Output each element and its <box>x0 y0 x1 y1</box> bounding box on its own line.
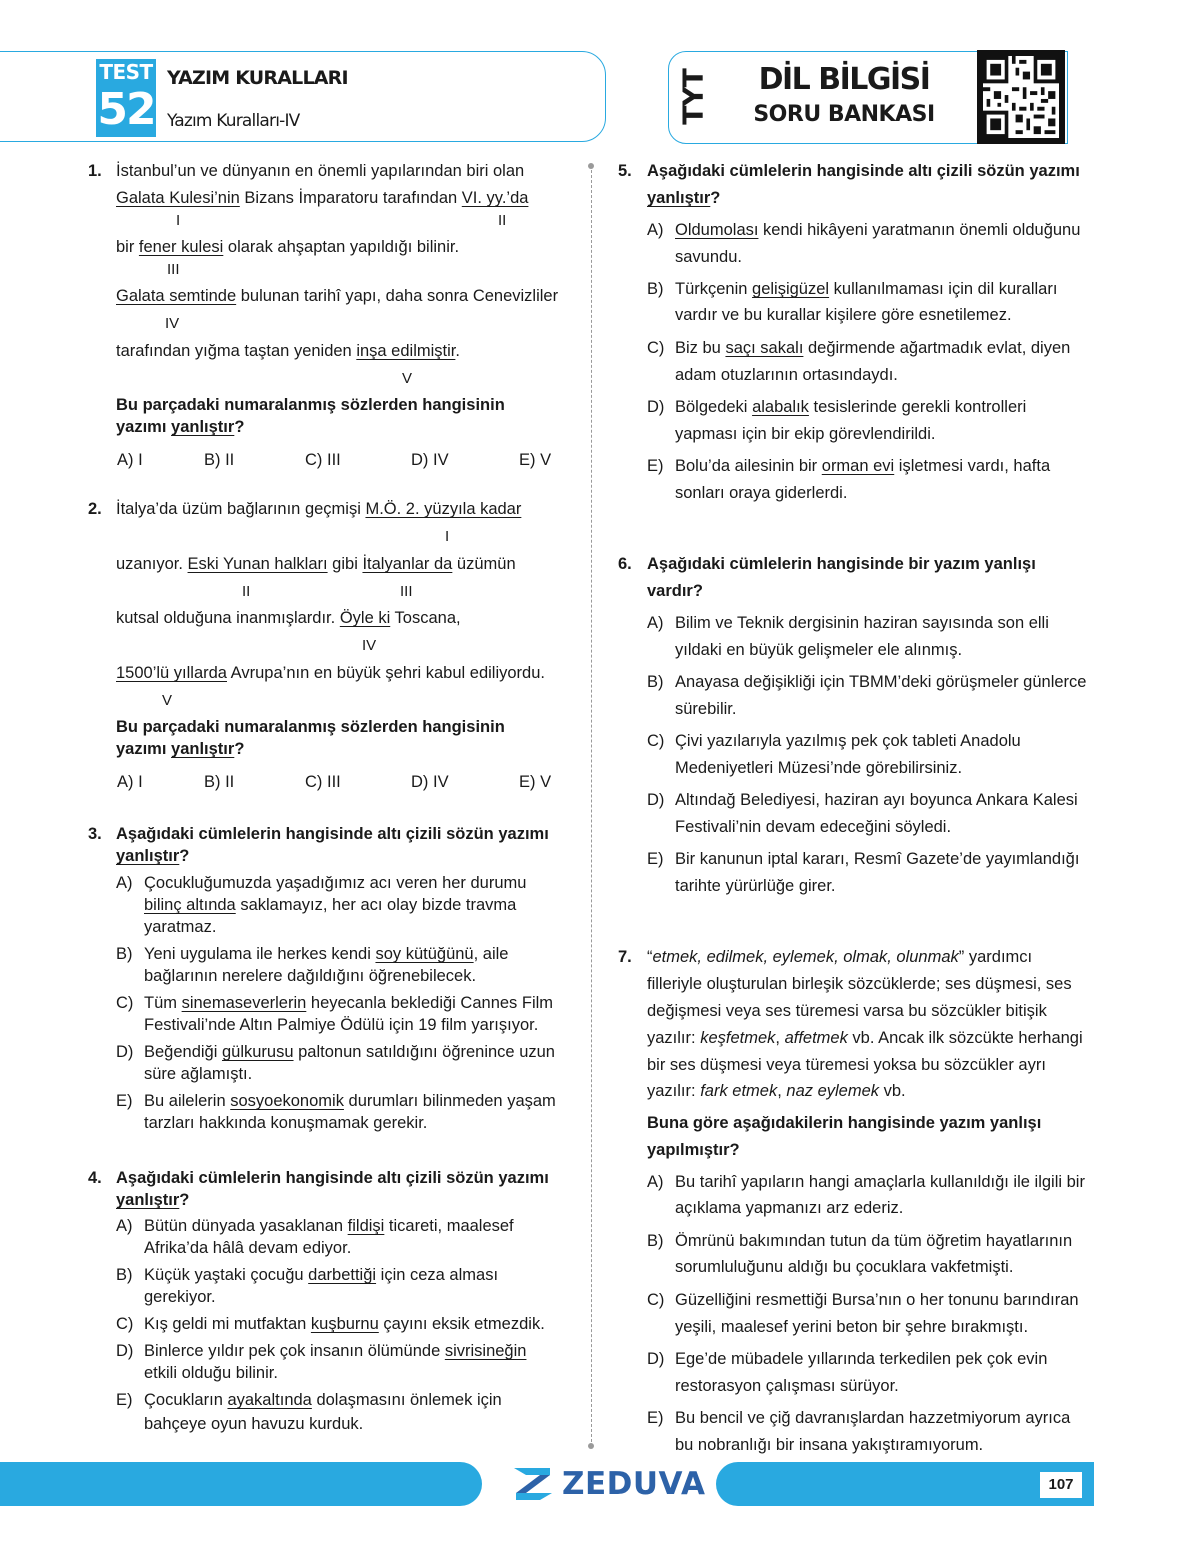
option-e-letter[interactable]: E) <box>647 850 664 868</box>
underlined-word: fildişi <box>347 1217 385 1235</box>
brand-logo <box>510 1462 705 1506</box>
qr-code[interactable] <box>977 50 1065 144</box>
option-c-text[interactable]: Güzelliğini resmettiği Bursa’nın o her tonunu barındıran <box>675 1291 1079 1309</box>
option-d-text[interactable]: Ege’de mübadele yıllarında terkedilen pek çok evin <box>675 1350 1048 1368</box>
option-b-text[interactable]: Küçük yaştaki çocuğu darbettiği için ceza alması <box>144 1266 499 1284</box>
test-number: 52 <box>97 84 155 135</box>
option-a-text[interactable]: açıklama yapmanızı arz ederiz. <box>675 1199 904 1217</box>
option-a-text[interactable]: yıldaki en büyük gelişmeler ele alınmış. <box>675 641 963 659</box>
option-d-text[interactable]: süre ağlamıştı. <box>144 1065 253 1083</box>
question-number: 2. <box>88 500 102 518</box>
option-d-letter[interactable]: D) <box>647 398 665 416</box>
passage-line: 1500’lü yıllarda Avrupa’nın en büyük şehri kabul ediliyordu. <box>116 664 545 682</box>
option-c-text[interactable]: Biz bu saçı sakalı değirmende ağartmadık evlat, diyen <box>675 339 1071 357</box>
option-e-text[interactable]: tarzları hakkında konuşmamak gerekir. <box>144 1114 428 1132</box>
option-c-text[interactable]: Kış geldi mi mutfaktan kuşburnu çayını eksik etmezdik. <box>144 1315 545 1333</box>
brand-name: ZEDUVA <box>562 1466 706 1502</box>
option-c-text[interactable]: Tüm sinemaseverlerin heyecanla beklediği Cannes Film <box>144 994 554 1012</box>
option-c-text[interactable]: adam otuzlarının ortasındaydı. <box>675 366 898 384</box>
option-b-letter[interactable]: B) <box>647 1232 664 1250</box>
roman-numeral: III <box>400 583 413 600</box>
underlined-word: saçı sakalı <box>725 339 804 357</box>
underlined-word: 1500’lü yıllarda <box>116 664 227 682</box>
underlined-word: inşa edilmiştir <box>356 342 456 360</box>
option-b[interactable]: B) II <box>204 773 235 791</box>
option-e-letter[interactable]: E) <box>647 457 664 475</box>
question-stem: yazımı yanlıştır? <box>116 740 245 758</box>
option-b-text[interactable]: Türkçenin gelişigüzel kullanılmaması için dil kuralları <box>675 280 1058 298</box>
roman-numeral: I <box>176 212 181 229</box>
roman-numeral: V <box>402 370 413 387</box>
underlined-word: alabalık <box>752 398 809 416</box>
question-stem: Aşağıdaki cümlelerin hangisinde altı çizili sözün yazımı <box>647 162 1080 180</box>
qr-code-icon <box>983 56 1059 138</box>
option-e-letter[interactable]: E) <box>116 1391 133 1409</box>
option-b-text[interactable]: vardır ve bu kurallar kişilere göre esnetilemez. <box>675 306 1012 324</box>
column-divider <box>591 165 592 1447</box>
option-b-text[interactable]: gerekiyor. <box>144 1288 216 1306</box>
option-a-letter[interactable]: A) <box>647 614 664 632</box>
option-e[interactable]: E) V <box>519 451 552 469</box>
book-title: DİL BİLGİSİ <box>758 62 930 97</box>
divider-dot-bottom <box>588 1443 594 1449</box>
option-e-text[interactable]: Çocukların ayakaltında dolaşmasını önlemek için <box>144 1391 502 1409</box>
question-stem: Aşağıdaki cümlelerin hangisinde bir yazım yanlışı <box>647 555 1036 573</box>
underlined-word: gülkurusu <box>221 1043 294 1061</box>
option-b-text[interactable]: bağlarının nerelere dağıldığını öğrenebilecek. <box>144 967 477 985</box>
question-stem: yanlıştır? <box>116 847 190 865</box>
passage-line: tarafından yığma taştan yeniden inşa edilmiştir. <box>116 342 460 360</box>
option-d-text[interactable]: Binlerce yıldır pek çok insanın ölümünde sivrisineğin <box>144 1342 527 1360</box>
option-a-text[interactable]: yaratmaz. <box>144 918 217 936</box>
option-d-letter[interactable]: D) <box>116 1342 134 1360</box>
exam-label: TYT <box>676 69 710 125</box>
underlined-word: Galata Kulesi’nin <box>116 189 240 207</box>
question-number: 5. <box>618 162 632 180</box>
option-c-letter[interactable]: C) <box>647 339 665 357</box>
option-e-text[interactable]: tarihte yürürlüğe girer. <box>675 877 836 895</box>
option-b-letter[interactable]: B) <box>647 280 664 298</box>
question-number: 7. <box>618 948 632 966</box>
passage-line: kutsal olduğuna inanmışlardır. Öyle ki Toscana, <box>116 609 461 627</box>
option-c[interactable]: C) III <box>305 773 341 791</box>
underlined-word: VI. yy.’da <box>461 189 529 207</box>
passage-line: yazılır: keşfetmek, affetmek vb. Ancak ilk sözcükte herhangi <box>647 1029 1083 1047</box>
option-e-text[interactable]: bu nobranlığı bir insana yakıştıramıyorum. <box>675 1436 984 1454</box>
underlined-word: bilinç altında <box>144 896 236 914</box>
footer-bar-right <box>716 1462 1094 1506</box>
option-b-text[interactable]: Ömrünü bakımından tutun da tüm öğretim hayatlarının <box>675 1232 1073 1250</box>
option-d-letter[interactable]: D) <box>116 1043 134 1061</box>
footer-bar-left <box>0 1462 482 1506</box>
option-d-text[interactable]: Altındağ Belediyesi, haziran ayı boyunca Ankara Kalesi <box>675 791 1078 809</box>
option-b-text[interactable]: sorumluluğunu aldığı bu çocuklara vakfetmişti. <box>675 1258 1014 1276</box>
underlined-word: orman evi <box>821 457 895 475</box>
option-a-letter[interactable]: A) <box>116 874 133 892</box>
option-c-letter[interactable]: C) <box>647 732 665 750</box>
passage-line: İstanbul’un ve dünyanın en önemli yapılarından biri olan <box>116 162 525 180</box>
question-number: 1. <box>88 162 102 180</box>
question-stem: Bu parçadaki numaralanmış sözlerden hangisinin <box>116 396 505 414</box>
option-e-text[interactable]: sonları oraya giderlerdi. <box>675 484 848 502</box>
underlined-word: sinemaseverlerin <box>181 994 307 1012</box>
option-a-text[interactable]: Oldumolası kendi hikâyeni yaratmanın önemli olduğunu <box>675 221 1081 239</box>
option-d[interactable]: D) IV <box>411 451 449 469</box>
option-e-text[interactable]: bahçeye oyun havuzu kurduk. <box>144 1415 364 1433</box>
option-c-letter[interactable]: C) <box>116 994 134 1012</box>
option-a-letter[interactable]: A) <box>116 1217 133 1235</box>
underlined-word: fener kulesi <box>138 238 224 256</box>
roman-numeral: IV <box>165 315 180 332</box>
option-c-text[interactable]: Çivi yazılarıyla yazılmış pek çok tableti Anadolu <box>675 732 1021 750</box>
passage-line: “etmek, edilmek, eylemek, olmak, olunmak” yardımcı <box>647 948 1033 966</box>
question-stem: yazımı yanlıştır? <box>116 418 245 436</box>
option-e-letter[interactable]: E) <box>116 1092 133 1110</box>
option-b-letter[interactable]: B) <box>647 673 664 691</box>
section-title: YAZIM KURALLARI <box>167 67 348 89</box>
roman-numeral: III <box>167 261 180 278</box>
underlined-word: İtalyanlar da <box>362 555 453 573</box>
divider-dot-top <box>588 163 594 169</box>
roman-numeral: II <box>498 212 507 229</box>
page-number: 107 <box>1040 1472 1082 1498</box>
passage-line: yazılır: fark etmek, naz eylemek vb. <box>647 1082 906 1100</box>
question-stem: yapılmıştır? <box>647 1141 740 1159</box>
underlined-word: Oldumolası <box>675 221 759 239</box>
underlined-word: sivrisineğin <box>444 1342 527 1360</box>
question-number: 3. <box>88 825 102 843</box>
option-d-letter[interactable]: D) <box>647 791 665 809</box>
underlined-word: Galata semtinde <box>116 287 237 305</box>
zeduva-logo-icon <box>510 1464 556 1504</box>
question-stem: Aşağıdaki cümlelerin hangisinde altı çizili sözün yazımı <box>116 1169 549 1187</box>
underlined-word: darbettiği <box>308 1266 377 1284</box>
question-stem: vardır? <box>647 582 703 600</box>
option-a-text[interactable]: Bu tarihî yapıların hangi amaçlarla kullanıldığı ile ilgili bir <box>675 1173 1085 1191</box>
question-number: 6. <box>618 555 632 573</box>
option-c-letter[interactable]: C) <box>647 1291 665 1309</box>
option-a-text[interactable]: bilinç altında saklamayız, her acı olay bizde travma <box>144 896 517 914</box>
option-e-text[interactable]: Bir kanunun iptal kararı, Resmî Gazete’de yayımlandığı <box>675 850 1080 868</box>
header-left-frame <box>0 51 606 142</box>
passage-line: bir fener kulesi olarak ahşaptan yapıldığı bilinir. <box>116 238 460 256</box>
option-e-text[interactable]: Bu ailelerin sosyoekonomik durumları bilinmeden yaşam <box>144 1092 556 1110</box>
underlined-word: Öyle ki <box>339 609 391 627</box>
option-c-text[interactable]: yeşili, maalesef yerini beton bir şehre bırakmıştı. <box>675 1318 1029 1336</box>
test-label: TEST <box>99 60 153 84</box>
option-e-letter[interactable]: E) <box>647 1409 664 1427</box>
option-c-letter[interactable]: C) <box>116 1315 134 1333</box>
option-a[interactable]: A) I <box>117 773 143 791</box>
option-b-text[interactable]: sürebilir. <box>675 700 737 718</box>
option-b-letter[interactable]: B) <box>116 945 133 963</box>
option-c-text[interactable]: Medeniyetleri Müzesi’nde görebilirsiniz. <box>675 759 963 777</box>
option-b-text[interactable]: Anayasa değişikliği için TBMM’deki görüşmeler günlerce <box>675 673 1087 691</box>
question-number: 4. <box>88 1169 102 1187</box>
option-c-text[interactable]: Festivali’nde Altın Palmiye Ödülü için 19 film yarışıyor. <box>144 1016 539 1034</box>
question-stem: Buna göre aşağıdakilerin hangisinde yazım yanlışı <box>647 1114 1042 1132</box>
option-a-text[interactable]: Bilim ve Teknik dergisinin haziran sayısında son elli <box>675 614 1049 632</box>
option-d-text[interactable]: Festivali’nin devam edeceğini söyledi. <box>675 818 952 836</box>
option-e[interactable]: E) V <box>519 773 552 791</box>
passage-line: uzanıyor. Eski Yunan halkları gibi İtalyanlar da üzümün <box>116 555 516 573</box>
roman-numeral: IV <box>362 637 377 654</box>
passage-line: bir ses düşmesi veya türemesi yoksa bu sözcükler ayrı <box>647 1056 1046 1074</box>
book-subtitle: SORU BANKASI <box>753 102 935 127</box>
passage-line: değişmesi veya ses türemesi varsa bu sözcükler bitişik <box>647 1002 1047 1020</box>
underlined-word: Eski Yunan halkları <box>187 555 328 573</box>
option-e-text[interactable]: Bolu’da ailesinin bir orman evi işletmesi vardı, hafta <box>675 457 1051 475</box>
section-subtitle: Yazım Kuralları-IV <box>167 111 300 131</box>
option-d-text[interactable]: etkili olduğu bilinir. <box>144 1364 278 1382</box>
option-d-text[interactable]: yapması için bir ekip görevlendirildi. <box>675 425 936 443</box>
question-stem: yanlıştır? <box>116 1191 190 1209</box>
underlined-word: M.Ö. 2. yüzyıla kadar <box>365 500 522 518</box>
underlined-word: ayakaltında <box>227 1391 312 1409</box>
option-a[interactable]: A) I <box>117 451 143 469</box>
option-a-text[interactable]: Bütün dünyada yasaklanan fildişi ticareti, maalesef <box>144 1217 514 1235</box>
underlined-word: gelişigüzel <box>752 280 830 298</box>
option-b-text[interactable]: Yeni uygulama ile herkes kendi soy kütüğünü, aile <box>144 945 509 963</box>
option-d-letter[interactable]: D) <box>647 1350 665 1368</box>
option-d-text[interactable]: Beğendiği gülkurusu paltonun satıldığını öğrenince uzun <box>144 1043 555 1061</box>
option-a-text[interactable]: Afrika’da hâlâ devam ediyor. <box>144 1239 352 1257</box>
option-e-text[interactable]: Bu bencil ve çiğ davranışlardan hazzetmiyorum ayrıca <box>675 1409 1071 1427</box>
question-stem: yanlıştır? <box>647 189 721 207</box>
option-b-letter[interactable]: B) <box>116 1266 133 1284</box>
option-d-text[interactable]: restorasyon çalışması sürüyor. <box>675 1377 899 1395</box>
option-c[interactable]: C) III <box>305 451 341 469</box>
underlined-word: sosyoekonomik <box>230 1092 344 1110</box>
roman-numeral: II <box>242 583 251 600</box>
roman-numeral: V <box>162 692 173 709</box>
passage-line: Galata Kulesi’nin Bizans İmparatoru tarafından VI. yy.’da <box>116 189 529 207</box>
option-d-text[interactable]: Bölgedeki alabalık tesislerinde gerekli kontrolleri <box>675 398 1027 416</box>
option-a-text[interactable]: Çocukluğumuzda yaşadığımız acı veren her durumu <box>144 874 527 892</box>
underlined-word: kuşburnu <box>310 1315 379 1333</box>
option-b[interactable]: B) II <box>204 451 235 469</box>
roman-numeral: I <box>445 528 450 545</box>
question-stem: Bu parçadaki numaralanmış sözlerden hangisinin <box>116 718 505 736</box>
test-badge <box>96 59 156 137</box>
passage-line: Galata semtinde bulunan tarihî yapı, daha sonra Cenevizliler <box>116 287 559 305</box>
question-stem: Aşağıdaki cümlelerin hangisinde altı çizili sözün yazımı <box>116 825 549 843</box>
option-a-letter[interactable]: A) <box>647 1173 664 1191</box>
underlined-word: soy kütüğünü <box>375 945 474 963</box>
passage-line: İtalya’da üzüm bağlarının geçmişi M.Ö. 2. yüzyıla kadar <box>116 500 522 518</box>
passage-line: filleriyle oluşturulan birleşik sözcüklerde; ses düşmesi, ses <box>647 975 1072 993</box>
option-a-text[interactable]: savundu. <box>675 248 742 266</box>
option-a-letter[interactable]: A) <box>647 221 664 239</box>
option-d[interactable]: D) IV <box>411 773 449 791</box>
